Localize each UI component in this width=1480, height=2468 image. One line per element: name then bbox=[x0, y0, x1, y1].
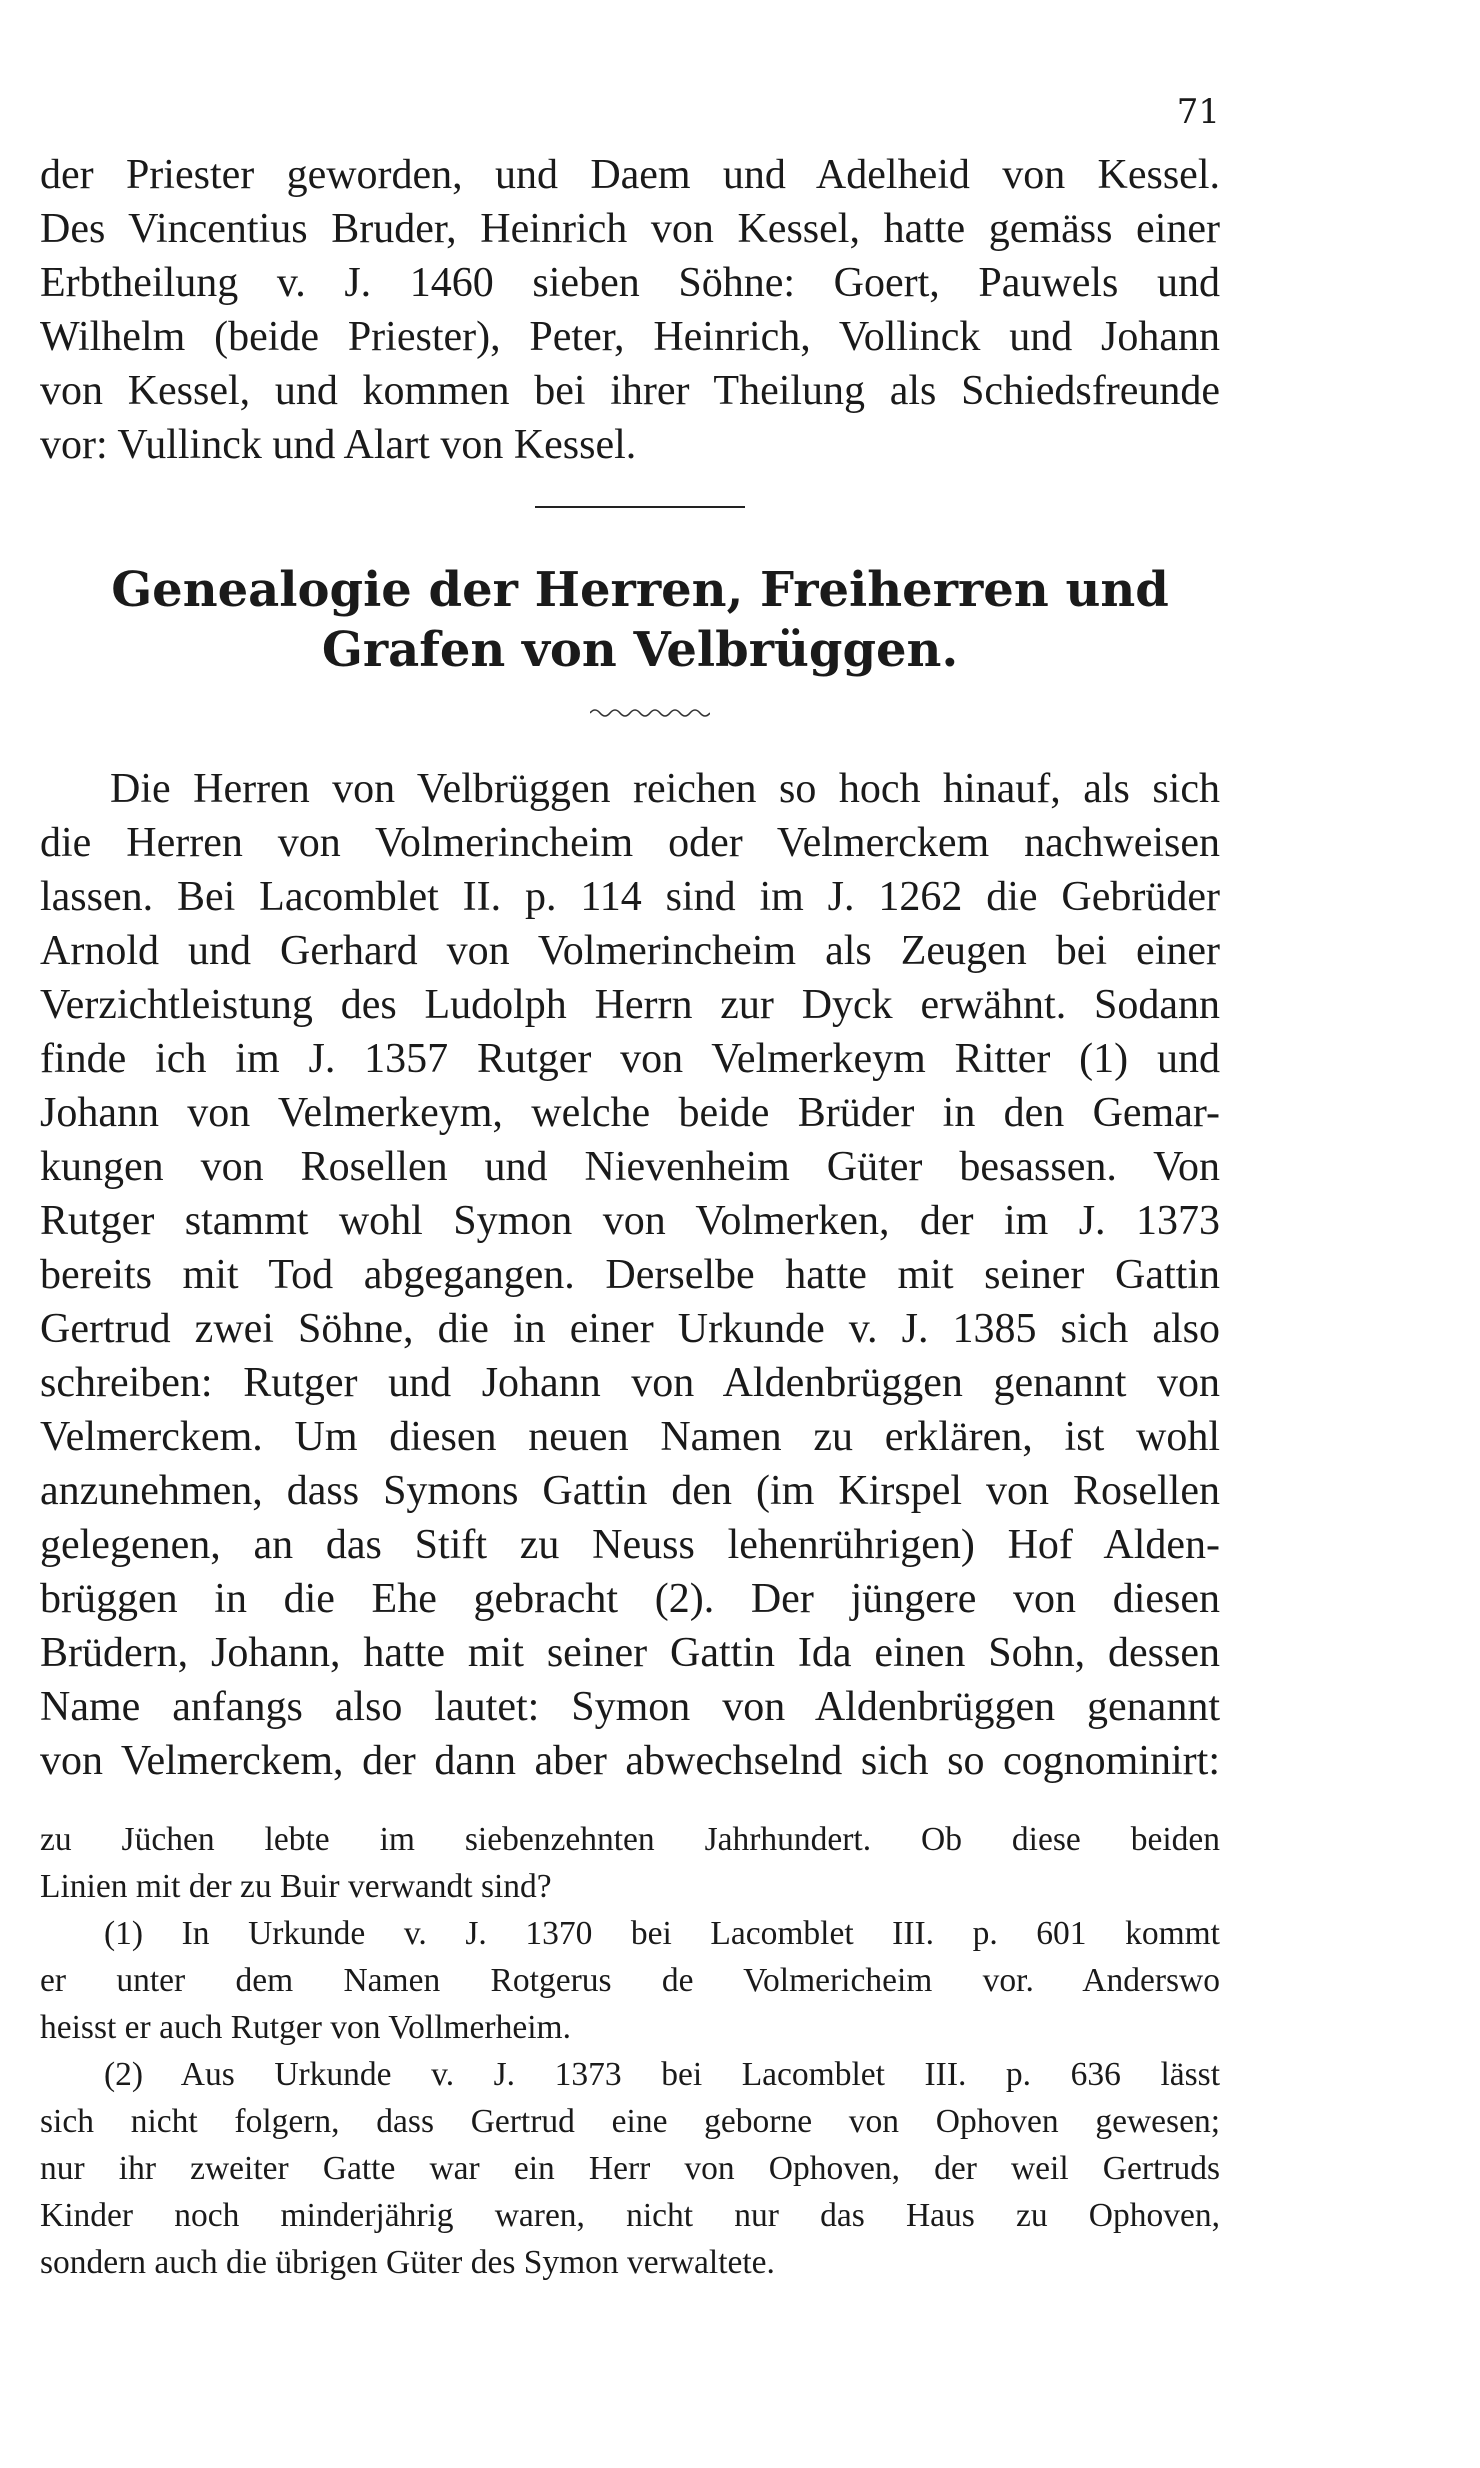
footnote-line: er unter dem Namen Rotgerus de Volmericheim vor. Anderswo bbox=[40, 1962, 1220, 1999]
text-line: anzunehmen, dass Symons Gattin den (im Kirspel von Rosellen bbox=[40, 1468, 1220, 1514]
text-line: Erbtheilung v. J. 1460 sieben Söhne: Goert, Pauwels und bbox=[40, 260, 1220, 306]
main-paragraph bbox=[40, 762, 1220, 1788]
text-line: Velmerckem. Um diesen neuen Namen zu erklären, ist wohl bbox=[40, 1414, 1220, 1460]
text-line: bereits mit Tod abgegangen. Derselbe hatte mit seiner Gattin bbox=[40, 1252, 1220, 1298]
footnote-line: Linien mit der zu Buir verwandt sind? bbox=[40, 1868, 552, 1905]
section-heading bbox=[40, 560, 1240, 680]
text-line: gelegenen, an das Stift zu Neuss lehenrührigen) Hof Alden- bbox=[40, 1522, 1220, 1568]
footnote-line: sondern auch die übrigen Güter des Symon verwaltete. bbox=[40, 2244, 775, 2281]
text-line: Arnold und Gerhard von Volmerincheim als Zeugen bei einer bbox=[40, 928, 1220, 974]
footnote-line: zu Jüchen lebte im siebenzehnten Jahrhundert. Ob diese beiden bbox=[40, 1821, 1220, 1858]
footnote-line: nur ihr zweiter Gatte war ein Herr von Ophoven, der weil Gertruds bbox=[40, 2150, 1220, 2187]
text-line: Johann von Velmerkeym, welche beide Brüder in den Gemar- bbox=[40, 1090, 1220, 1136]
book-page bbox=[40, 0, 1240, 2468]
text-line: Des Vincentius Bruder, Heinrich von Kessel, hatte gemäss einer bbox=[40, 206, 1220, 252]
text-line: Die Herren von Velbrüggen reichen so hoch hinauf, als sich bbox=[110, 766, 1220, 812]
text-line: finde ich im J. 1357 Rutger von Velmerkeym Ritter (1) und bbox=[40, 1036, 1220, 1082]
intro-paragraph bbox=[40, 148, 1220, 472]
page-number: 71 bbox=[1176, 92, 1220, 132]
footnote-line: heisst er auch Rutger von Vollmerheim. bbox=[40, 2009, 571, 2046]
text-line: schreiben: Rutger und Johann von Aldenbrüggen genannt von bbox=[40, 1360, 1220, 1406]
text-line: Gertrud zwei Söhne, die in einer Urkunde v. J. 1385 sich also bbox=[40, 1306, 1220, 1352]
heading-line: Grafen von Velbrüggen. bbox=[321, 622, 959, 678]
heading-line: Genealogie der Herren, Freiherren und bbox=[111, 562, 1169, 618]
footnote-line: sich nicht folgern, dass Gertrud eine geborne von Ophoven gewesen; bbox=[40, 2103, 1220, 2140]
text-line: die Herren von Volmerincheim oder Velmerckem nachweisen bbox=[40, 820, 1220, 866]
text-line: vor: Vullinck und Alart von Kessel. bbox=[40, 422, 637, 468]
footnote-line: (1) In Urkunde v. J. 1370 bei Lacomblet III. p. 601 kommt bbox=[104, 1915, 1220, 1952]
text-line: kungen von Rosellen und Nievenheim Güter besassen. Von bbox=[40, 1144, 1220, 1190]
text-line: brüggen in die Ehe gebracht (2). Der jüngere von diesen bbox=[40, 1576, 1220, 1622]
text-line: Rutger stammt wohl Symon von Volmerken, der im J. 1373 bbox=[40, 1198, 1220, 1244]
text-line: lassen. Bei Lacomblet II. p. 114 sind im J. 1262 die Gebrüder bbox=[40, 874, 1220, 920]
text-line: Verzichtleistung des Ludolph Herrn zur Dyck erwähnt. Sodann bbox=[40, 982, 1220, 1028]
text-line: Wilhelm (beide Priester), Peter, Heinrich, Vollinck und Johann bbox=[40, 314, 1220, 360]
text-line: von Velmerckem, der dann aber abwechselnd sich so cognominirt: bbox=[40, 1738, 1220, 1784]
footnote-line: (2) Aus Urkunde v. J. 1373 bei Lacomblet III. p. 636 lässt bbox=[104, 2056, 1220, 2093]
decorative-squiggle bbox=[590, 706, 710, 720]
section-divider bbox=[535, 506, 745, 508]
text-line: Name anfangs also lautet: Symon von Aldenbrüggen genannt bbox=[40, 1684, 1220, 1730]
footnotes bbox=[40, 1816, 1220, 2286]
text-line: von Kessel, und kommen bei ihrer Theilung als Schiedsfreunde bbox=[40, 368, 1220, 414]
text-line: Brüdern, Johann, hatte mit seiner Gattin Ida einen Sohn, dessen bbox=[40, 1630, 1220, 1676]
text-line: der Priester geworden, und Daem und Adelheid von Kessel. bbox=[40, 152, 1220, 198]
footnote-line: Kinder noch minderjährig waren, nicht nur das Haus zu Ophoven, bbox=[40, 2197, 1220, 2234]
